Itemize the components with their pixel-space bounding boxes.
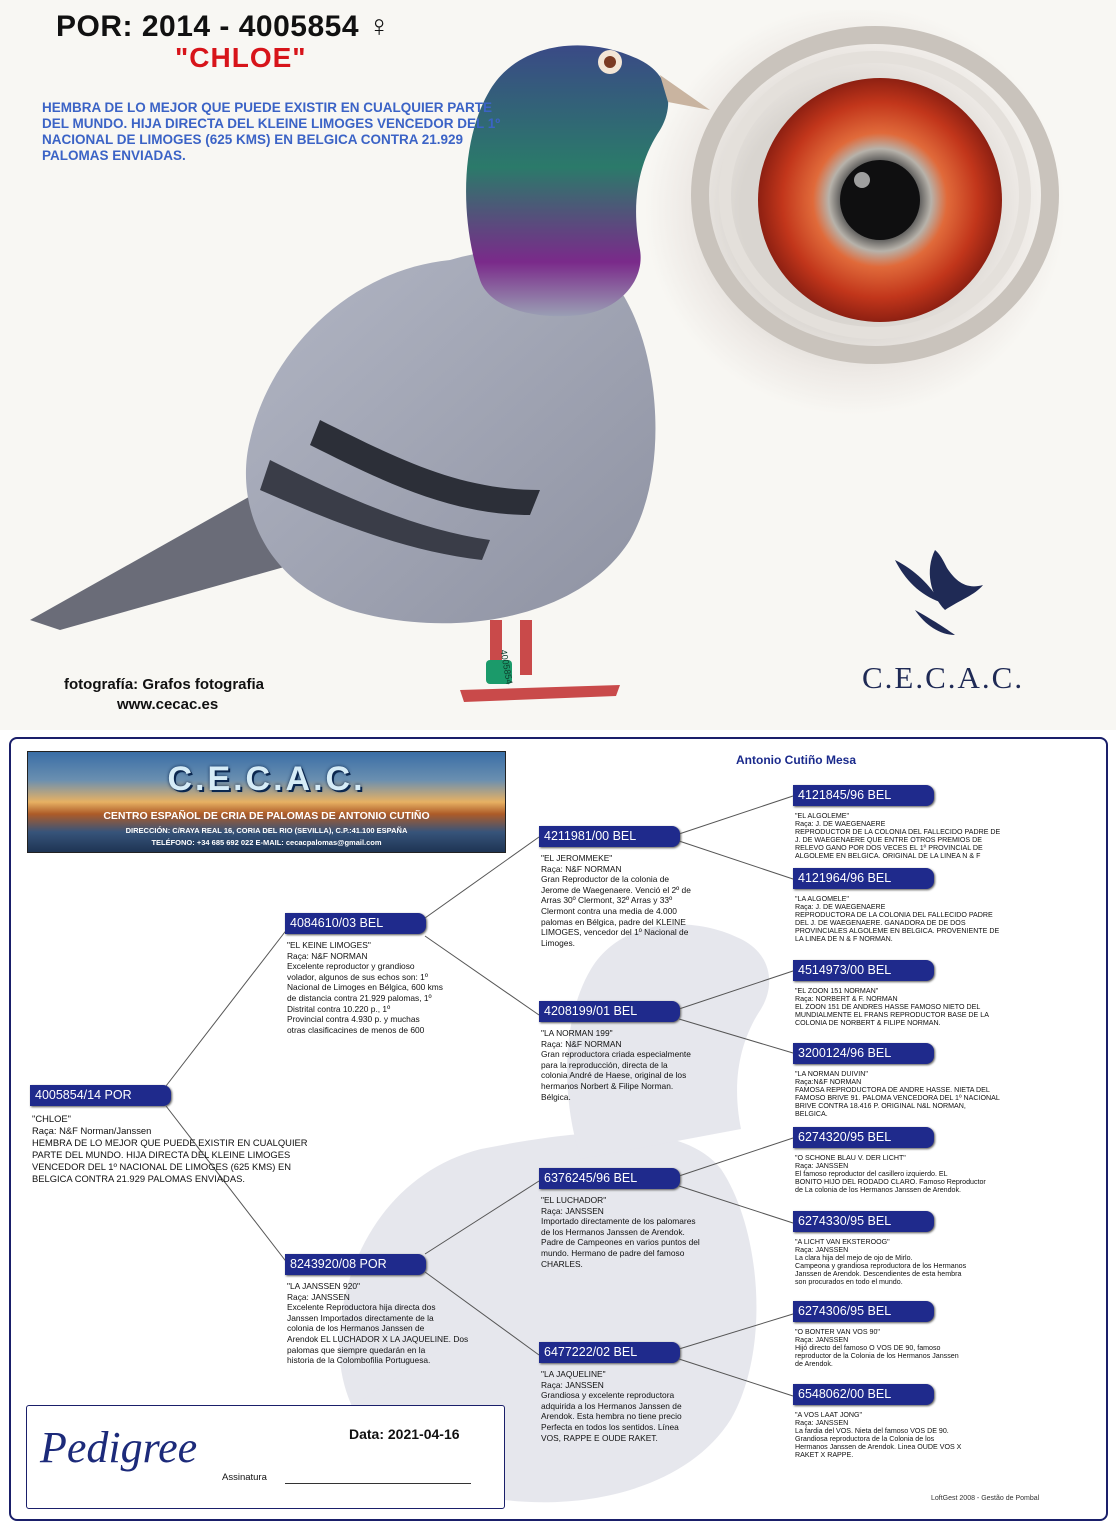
info-line: Gran reproductora criada especialmente [541, 1049, 691, 1060]
info-line: BELGICA CONTRA 21.929 PALOMAS ENVIADAS. [32, 1173, 245, 1184]
info-line: Raça: JANSSEN [541, 1379, 604, 1390]
dsd-ring: 6274330/95 BEL [793, 1211, 934, 1232]
info-line: PARTE DEL MUNDO. HIJA DIRECTA DEL KLEINE LIMOGES [32, 1149, 291, 1160]
ring-number-title: POR: 2014 - 4005854 ♀ [56, 10, 391, 43]
dd-ring: 6477222/02 BEL [539, 1342, 680, 1363]
banner-address: DIRECCIÓN: C/RAYA REAL 16, CORIA DEL RIO (SEVILLA), C.P.:41.100 ESPAÑA [125, 826, 408, 835]
info-line: Raça: J. DE WAEGENAERE [795, 903, 886, 912]
info-line: adquirida a los Hermanos Janssen de [541, 1400, 682, 1411]
cecac-banner [27, 751, 506, 853]
ds-info [541, 1195, 726, 1269]
info-line: La fardia del VOS. Nieta del famoso VOS DE 90. [795, 1427, 949, 1436]
info-line: Raça: JANSSEN [795, 1336, 849, 1345]
website-link[interactable]: www.cecac.es [117, 696, 219, 713]
info-line: Nacional de Limoges en Bélgica, 600 kms [287, 982, 443, 993]
info-line: Raça: JANSSEN [795, 1419, 849, 1428]
info-line: son procurados en todo el mundo. [795, 1278, 903, 1287]
info-line: Raça: JANSSEN [795, 1246, 849, 1255]
info-line: Grandiosa reproductora de la Colonia de los [795, 1435, 935, 1444]
dsd-info [795, 1238, 1055, 1287]
sire-info [287, 940, 477, 1035]
info-line: Gran Reproductor de la colonia de [541, 874, 670, 885]
info-line: Provincial contra 4.930 p. y muchas [287, 1014, 420, 1025]
info-line: palomas en Bélgica, padre del KLEINE [541, 916, 686, 927]
info-line: MUNDIALMENTE EL FRANS REPRODUCTOR BASE DE LA [795, 1011, 989, 1020]
info-line: BELGICA. [795, 1110, 828, 1119]
info-line: "LA NORMAN DUIVIN" [795, 1070, 868, 1078]
banner-title: C.E.C.A.C. [167, 760, 366, 798]
info-line: "EL JEROMMEKE" [541, 853, 613, 863]
info-line: palomas que siempre quedarán en la [287, 1344, 426, 1355]
subject-info [32, 1113, 362, 1185]
info-line: "O SCHONE BLAU V. DER LICHT" [795, 1154, 906, 1162]
sd-info [541, 1028, 721, 1102]
info-line: Clermont contra una media de 4.000 [541, 905, 677, 916]
signature-box [26, 1405, 505, 1509]
dss-info [795, 1154, 1055, 1194]
info-line: "CHLOE" [32, 1113, 71, 1124]
info-line: Raça: N&F Norman/Janssen [32, 1125, 152, 1136]
sss-ring: 4121845/96 BEL [793, 785, 934, 806]
info-line: historia de la Colombofilia Portuguesa. [287, 1355, 431, 1366]
signature-line[interactable] [285, 1483, 471, 1484]
info-line: "LA JAQUELINE" [541, 1369, 606, 1379]
info-line: FAMOSO BRIVE 91. PALOMA VENCEDORA DEL 1º NACIONAL [795, 1094, 1000, 1103]
info-line: de Arendok. [795, 1360, 833, 1369]
info-line: Campeona y grandiosa reproductora de los Hermanos [795, 1262, 967, 1271]
info-line: "A LICHT VAN EKSTEROOG" [795, 1238, 890, 1246]
info-line: LA LINEA DE N & F NORMAN. [795, 935, 893, 944]
info-line: "EL LUCHADOR" [541, 1195, 607, 1205]
photo-section [0, 0, 1116, 730]
info-line: para la reproducción, directa de la [541, 1059, 668, 1070]
info-line: HEMBRA DE LO MEJOR QUE PUEDE EXISTIR EN CUALQUIER [32, 1137, 308, 1148]
ssd-ring: 4121964/96 BEL [793, 868, 934, 889]
info-line: hermanos Norbert & Filipe Norman. [541, 1080, 674, 1091]
info-line: "O BONTER VAN VOS 90" [795, 1328, 880, 1336]
pedigree-wordmark: Pedigree [40, 1423, 198, 1472]
info-line: BRIVE CONTRA 18.416 P. ORIGINAL N&L NORMAN, [795, 1102, 966, 1111]
info-line: Arendok. Esta hembra no tiene precio [541, 1411, 682, 1422]
info-line: DEL J. DE WAEGENAERE. GANADORA DE DE DOS [795, 919, 966, 928]
photo-credit: fotografía: Grafos fotografia [64, 676, 265, 693]
sd-ring: 4208199/01 BEL [539, 1001, 680, 1022]
info-line: "EL ALGOLEME" [795, 812, 850, 820]
info-line: El famoso reproductor del casillero izquierdo. EL [795, 1170, 948, 1179]
info-line: "EL KEINE LIMOGES" [287, 940, 371, 950]
bird-name: "CHLOE" [175, 42, 307, 73]
info-line: RAKET X RAPPE. [795, 1451, 854, 1460]
info-line: VENCEDOR DEL 1º NACIONAL DE LIMOGES (625 KMS) EN [32, 1161, 292, 1172]
pedigree-sheet [9, 737, 1108, 1521]
info-line: Jerome de Waegenaere. Venció el 2º de [541, 884, 691, 895]
ss-ring: 4211981/00 BEL [539, 826, 680, 847]
dds-info [795, 1328, 1055, 1368]
signature-label: Assinatura [222, 1472, 267, 1483]
info-line: LIMOGES, vencedor del 1º Nacional de [541, 927, 689, 938]
leg-ring-text: 4005854 [498, 648, 515, 686]
info-line: J. DE WAEGENAERE QUE ENTRE OTROS PREMIOS DE [795, 836, 982, 845]
date-label: Data: 2021-04-16 [349, 1426, 460, 1442]
info-line: VOS, RAPPE E OUDE RAKET. [541, 1432, 658, 1443]
info-line: Raça: NORBERT & F. NORMAN [795, 995, 898, 1004]
sdd-ring: 3200124/96 BEL [793, 1043, 934, 1064]
sss-info [795, 812, 1055, 861]
info-line: Hermanos Janssen de Arendok. Linea OUDE VOS X [795, 1443, 962, 1452]
info-line: Raça: J. DE WAEGENAERE [795, 820, 886, 829]
dd-info [541, 1369, 721, 1443]
info-line: Raça:N&F NORMAN [795, 1078, 862, 1087]
banner-contact: TELÉFONO: +34 685 692 022 E-MAIL: cecacpalomas@gmail.com [151, 838, 382, 847]
info-line: Raça: JANSSEN [541, 1205, 604, 1216]
sds-ring: 4514973/00 BEL [793, 960, 934, 981]
info-line: REPRODUCTOR DE LA COLONIA DEL FALLECIDO PADRE DE [795, 828, 1001, 837]
info-line: RELEVO GANO POR DOS VECES EL 1º PROVINCIAL DE [795, 844, 983, 853]
info-line: "LA ALGOMELE" [795, 895, 849, 903]
info-line: mundo. Hermano de padre del famoso [541, 1247, 685, 1258]
info-line: de distancia contra 21.929 palomas, 1º [287, 992, 432, 1003]
ssd-info [795, 895, 1055, 944]
info-line: Raça: N&F NORMAN [541, 863, 622, 874]
info-line: Raça: N&F NORMAN [541, 1038, 622, 1049]
sds-info [795, 987, 1055, 1027]
info-line: de La colonia de los Hermanos Janssen de Arendok. [795, 1186, 962, 1195]
info-line: de los Hermanos Janssen de Arendok. [541, 1226, 685, 1237]
subject-ring: 4005854/14 POR [30, 1085, 171, 1106]
info-line: REPRODUCTORA DE LA COLONIA DEL FALLECIDO PADRE [795, 911, 993, 920]
info-line: BONITO HIJO DEL RODADO CLARO. Famoso Reproductor [795, 1178, 986, 1187]
ds-ring: 6376245/96 BEL [539, 1168, 680, 1189]
info-line: "EL ZOON 151 NORMAN" [795, 987, 879, 995]
info-line: reproductor de la Colonia de los Hermanos Janssen [795, 1352, 959, 1361]
dam-info [287, 1281, 501, 1366]
info-line: Raça: JANSSEN [287, 1291, 350, 1302]
info-line: volador, algunos de sus echos son: 1º [287, 971, 428, 982]
info-line: Arendok EL LUCHADOR X LA JAQUELINE. Dos [287, 1333, 469, 1344]
owner-name: Antonio Cutiño Mesa [736, 753, 856, 767]
bird-description: HEMBRA DE LO MEJOR QUE PUEDE EXISTIR EN CUALQUIER PARTE DEL MUNDO. HIJA DIRECTA DEL KLEINE LIMOGES VENCEDOR DEL 1º NACIONAL DE LIMOGES (625 KMS) EN BELGICA CONTRA 21.929 PALOMAS ENVIADAS. [42, 100, 501, 163]
brand-name: C.E.C.A.C. [862, 660, 1025, 695]
info-line: COLONIA DE NORBERT & FILIPE NORMAN. [795, 1019, 941, 1028]
info-line: Grandiosa y excelente reproductora [541, 1390, 675, 1401]
info-line: Arras 30º Clermont, 32º Arras y 33º [541, 895, 673, 906]
info-line: Importado directamente de los palomares [541, 1216, 696, 1227]
info-line: otras clasificacines de menos de 600 [287, 1024, 425, 1035]
info-line: Padre de Campeones en varios puntos del [541, 1237, 700, 1248]
info-line: Excelente reproductor y grandioso [287, 961, 415, 972]
info-line: "A VOS LAAT JONG" [795, 1411, 863, 1419]
ddd-info [795, 1411, 1055, 1460]
info-line: "LA NORMAN 199" [541, 1028, 613, 1038]
info-line: Janssen Importados directamente de la [287, 1312, 434, 1323]
info-line: FAMOSA REPRODUCTORA DE ANDRE HASSE. NIETA DEL [795, 1086, 990, 1095]
info-line: Limoges. [541, 937, 575, 948]
info-line: Janssen de Arendok. Descendientes de esta hembra [795, 1270, 962, 1279]
info-line: Raça: N&F NORMAN [287, 950, 368, 961]
info-line: Perfecta en todos los sentidos. Línea [541, 1421, 679, 1432]
info-line: ALGOLEME EN BELGICA. ORIGINAL DE LA LINEA N & F [795, 852, 981, 861]
sdd-info [795, 1070, 1055, 1119]
info-line: PROVINCIALES ALGOLEME EN BELGICA. PROVENIENTE DE [795, 927, 1000, 936]
banner-subtitle: CENTRO ESPAÑOL DE CRIA DE PALOMAS DE ANTONIO CUTIÑO [103, 810, 430, 822]
info-line: Hijó directo del famoso O VOS DE 90, famoso [795, 1344, 941, 1353]
info-line: EL ZOON 151 DE ANDRES HASSE FAMOSO NIETO DEL [795, 1003, 981, 1012]
info-line: La clara hija del mejo de ojo de Mirlo. [795, 1254, 913, 1263]
cecac-logo-icon [885, 540, 995, 650]
info-line: Excelente Reproductora hija directa dos [287, 1302, 436, 1313]
info-line: colonia de los Hermanos Janssen de [287, 1323, 425, 1334]
info-line: Raça: JANSSEN [795, 1162, 849, 1171]
info-line: colonia André de Haese, original de los [541, 1070, 687, 1081]
dds-ring: 6274306/95 BEL [793, 1301, 934, 1322]
software-footer: LoftGest 2008 - Gestão de Pombal [931, 1495, 1040, 1502]
dss-ring: 6274320/95 BEL [793, 1127, 934, 1148]
info-line: Bélgica. [541, 1091, 571, 1102]
info-line: Distrital contra 10.220 p., 1º [287, 1003, 391, 1014]
info-line: "LA JANSSEN 920" [287, 1281, 360, 1291]
ss-info [541, 853, 721, 948]
ddd-ring: 6548062/00 BEL [793, 1384, 934, 1405]
dam-ring: 8243920/08 POR [285, 1254, 426, 1275]
info-line: CHARLES. [541, 1258, 583, 1269]
sire-ring: 4084610/03 BEL [285, 913, 426, 934]
